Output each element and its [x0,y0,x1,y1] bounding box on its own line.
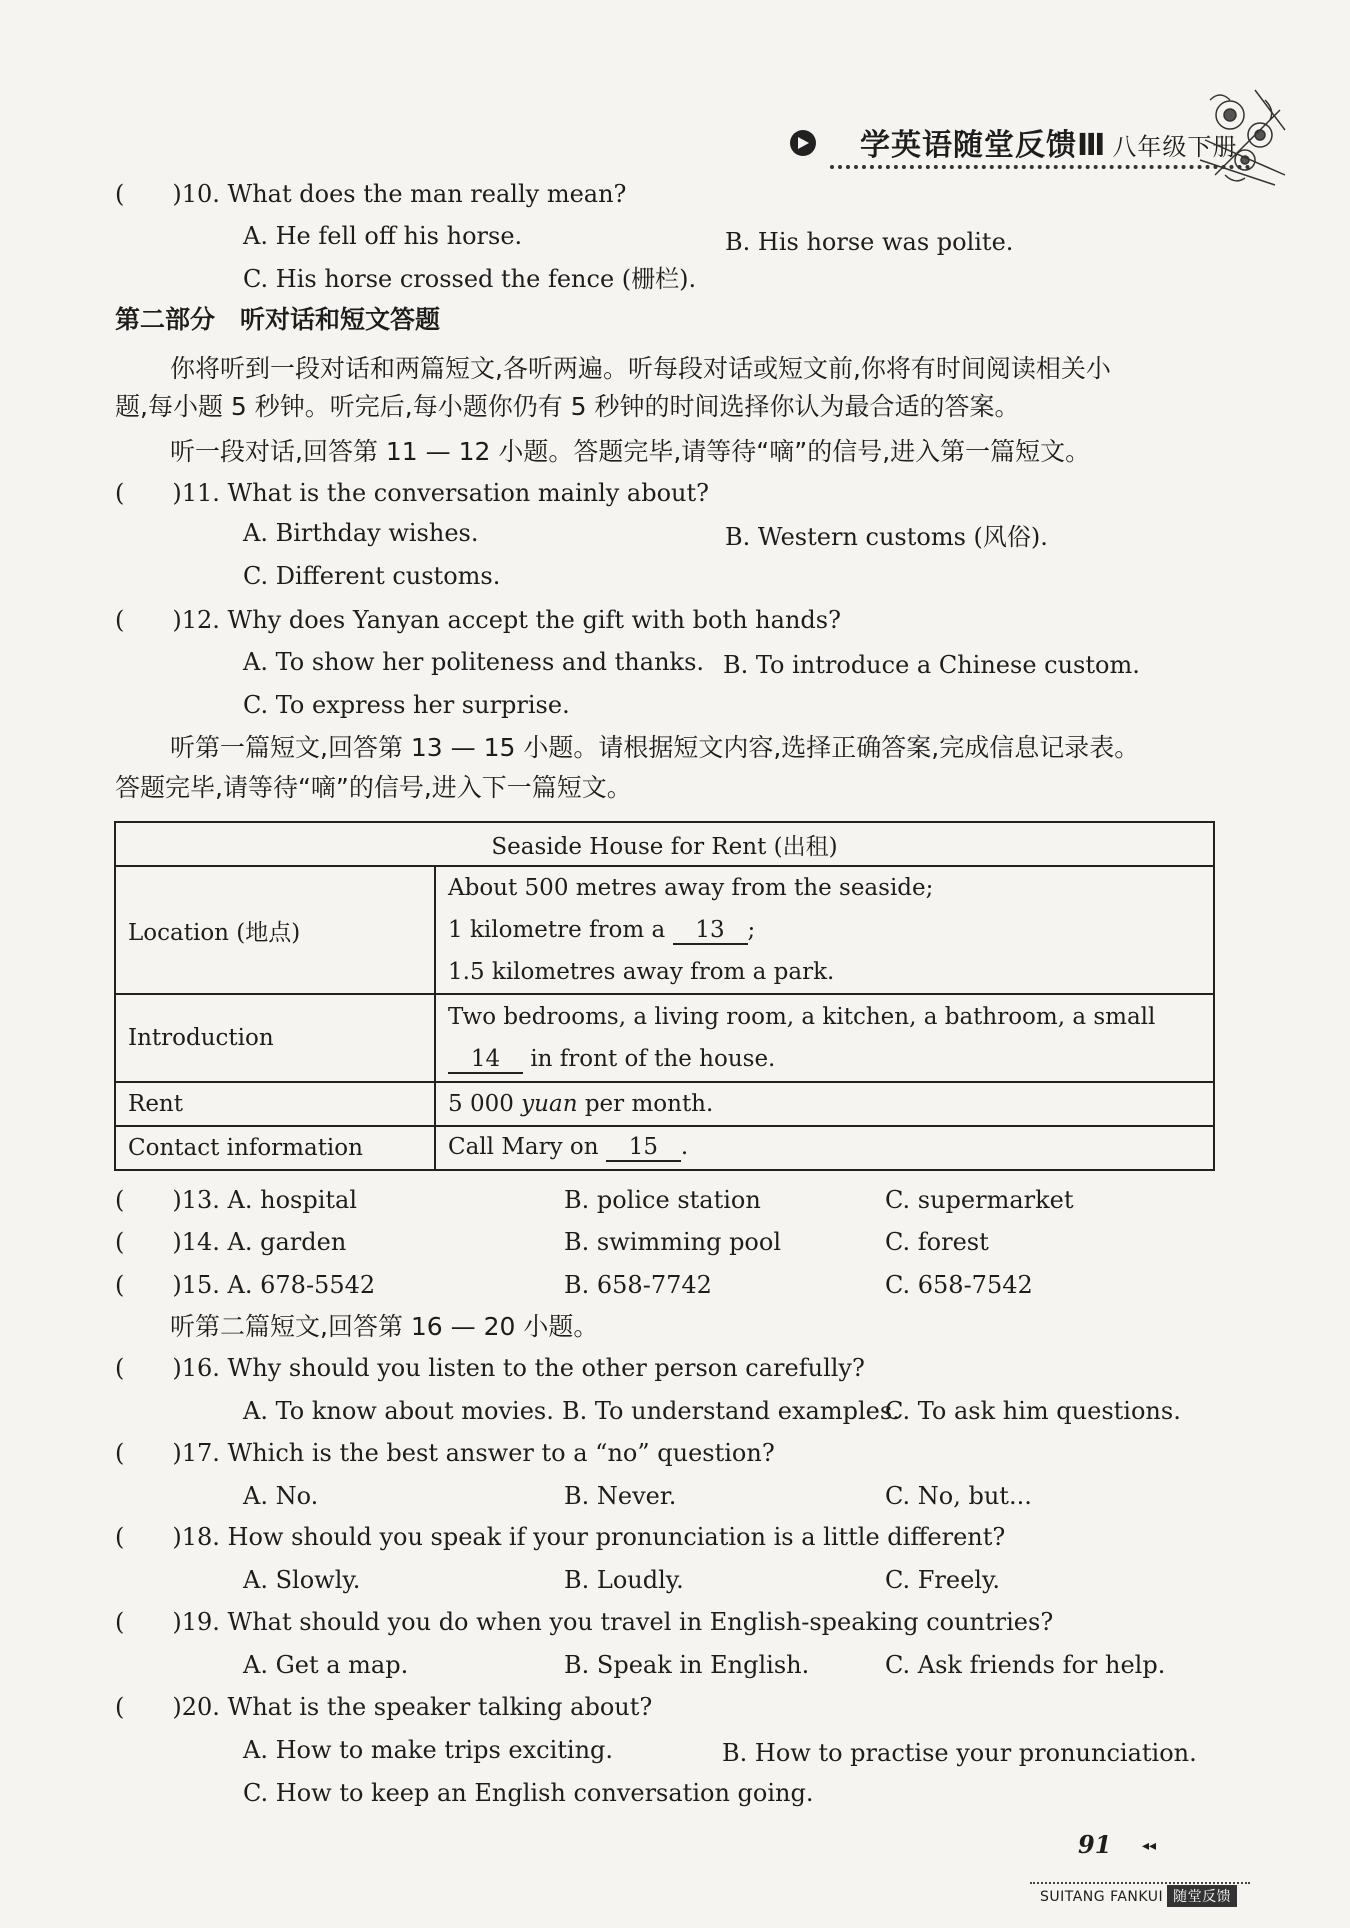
footer-dotted-rule [1030,1882,1250,1884]
q16-option-a: A. To know about movies. [243,1397,554,1425]
question-stem: What is the speaker talking about? [227,1693,653,1721]
question-11 [115,478,709,508]
question-number: ( )15. [115,1271,220,1299]
blank-13[interactable]: 13 [673,917,748,945]
q19-option-b: B. Speak in English. [564,1651,810,1679]
question-stem: Which is the best answer to a “no” question? [227,1439,775,1467]
book-title-grade: 八年级下册 [1112,133,1238,161]
question-stem: What should you do when you travel in English-speaking countries? [227,1608,1054,1636]
contact-value [435,1126,1214,1170]
rent-period: per month. [584,1091,714,1117]
introduction-line-1: Two bedrooms, a living room, a kitchen, a bathroom, a small [448,1004,1156,1030]
introduction-line-2 [448,1038,1201,1080]
question-stem: Why does Yanyan accept the gift with both hands? [227,606,841,634]
question-number: ( )16. [115,1354,220,1382]
q17-option-c: C. No, but... [885,1482,1032,1510]
question-number: ( )18. [115,1523,220,1551]
q11-option-c: C. Different customs. [243,562,501,590]
q15-option-a: A. 678-5542 [227,1271,376,1299]
q14-option-a: A. garden [227,1228,347,1256]
footer-brand [1040,1885,1237,1907]
rent-amount: 5 000 [448,1091,514,1117]
arrows-icon: ◂◂ [1142,1838,1157,1854]
book-title [860,120,1237,164]
q12-option-c: C. To express her surprise. [243,691,570,719]
question-stem: What does the man really mean? [227,180,627,208]
page-header [790,120,1290,190]
location-line-2-end: ; [747,917,756,943]
q10-option-a: A. He fell off his horse. [243,222,523,250]
question-number: ( )13. [115,1186,220,1214]
q13-option-a: A. hospital [227,1186,358,1214]
instructions-line-2: 题,每小题 5 秒钟。听完后,每小题你仍有 5 秒钟的时间选择你认为最合适的答案。 [115,392,1020,421]
question-18 [115,1522,1005,1552]
blank-14[interactable]: 14 [448,1046,523,1074]
question-number: ( )11. [115,479,220,507]
info-record-table [114,821,1215,1171]
footer-brand-tag: 随堂反馈 [1167,1885,1237,1907]
table-row [115,994,1214,1082]
q18-option-b: B. Loudly. [564,1566,684,1594]
passage-1-instructions-2: 答题完毕,请等待“嘀”的信号,进入下一篇短文。 [115,773,632,802]
location-line-2 [448,909,1201,951]
dialog-instructions: 听一段对话,回答第 11 — 12 小题。答题完毕,请等待“嘀”的信号,进入第一篇短文。 [170,437,1091,466]
page-number: 91 [1078,1830,1112,1859]
question-stem: Why should you listen to the other person carefully? [227,1354,865,1382]
question-number: ( )14. [115,1228,220,1256]
question-19 [115,1607,1053,1637]
q13-option-b: B. police station [564,1186,761,1214]
question-number: ( )12. [115,606,220,634]
play-icon [790,130,816,156]
section-heading: 第二部分 听对话和短文答题 [115,305,441,334]
q15-option-c: C. 658-7542 [885,1271,1033,1299]
q10-option-b: B. His horse was polite. [725,228,1014,256]
q14-option-c: C. forest [885,1228,989,1256]
rent-unit: yuan [521,1091,578,1117]
table-row [115,822,1214,866]
q14-option-b: B. swimming pool [564,1228,782,1256]
rent-label: Rent [115,1082,435,1126]
q16-option-c: C. To ask him questions. [885,1397,1181,1425]
instructions-line-1: 你将听到一段对话和两篇短文,各听两遍。听每段对话或短文前,你将有时间阅读相关小 [170,354,1111,383]
question-number: ( )20. [115,1693,220,1721]
location-value [435,866,1214,994]
q20-option-a: A. How to make trips exciting. [243,1736,614,1764]
location-label: Location (地点) [115,866,435,994]
question-stem: What is the conversation mainly about? [227,479,710,507]
table-title: Seaside House for Rent (出租) [115,822,1214,866]
question-number: ( )10. [115,180,220,208]
passage-1-instructions-1: 听第一篇短文,回答第 13 — 15 小题。请根据短文内容,选择正确答案,完成信息记录表。 [170,733,1140,762]
q20-option-c: C. How to keep an English conversation going. [243,1779,814,1807]
introduction-label: Introduction [115,994,435,1082]
q17-option-a: A. No. [243,1482,319,1510]
introduction-line-2-text: in front of the house. [530,1046,776,1072]
q15-option-b: B. 658-7742 [564,1271,712,1299]
table-row [115,1126,1214,1170]
q13-option-c: C. supermarket [885,1186,1074,1214]
blank-15[interactable]: 15 [606,1134,681,1162]
question-10 [115,179,626,209]
location-line-3: 1.5 kilometres away from a park. [448,959,835,985]
passage-2-instructions: 听第二篇短文,回答第 16 — 20 小题。 [170,1312,599,1341]
question-stem: How should you speak if your pronunciation is a little different? [227,1523,1006,1551]
book-title-main: 学英语随堂反馈Ⅲ [860,128,1107,163]
q11-option-b: B. Western customs (风俗). [725,523,1048,551]
rent-value [435,1082,1214,1126]
q10-option-c: C. His horse crossed the fence (栅栏). [243,265,697,293]
question-13 [115,1185,357,1215]
contact-text: Call Mary on [448,1134,599,1160]
location-line-1: About 500 metres away from the seaside; [448,875,934,901]
q18-option-a: A. Slowly. [243,1566,361,1594]
question-12 [115,605,841,635]
q12-option-b: B. To introduce a Chinese custom. [723,651,1140,679]
question-14 [115,1227,346,1257]
question-20 [115,1692,652,1722]
q18-option-c: C. Freely. [885,1566,1000,1594]
q12-option-a: A. To show her politeness and thanks. [243,648,705,676]
q20-option-b: B. How to practise your pronunciation. [722,1739,1197,1767]
question-number: ( )17. [115,1439,220,1467]
q17-option-b: B. Never. [564,1482,677,1510]
location-line-2-text: 1 kilometre from a [448,917,666,943]
introduction-value [435,994,1214,1082]
q11-option-a: A. Birthday wishes. [243,519,479,547]
contact-end: . [680,1134,689,1160]
q19-option-a: A. Get a map. [243,1651,409,1679]
contact-label: Contact information [115,1126,435,1170]
flower-decoration-icon [1185,80,1295,190]
footer-brand-text: SUITANG FANKUI [1040,1889,1164,1905]
question-17 [115,1438,775,1468]
q16-option-b: B. To understand examples. [562,1397,900,1425]
table-row [115,866,1214,994]
question-number: ( )19. [115,1608,220,1636]
q19-option-c: C. Ask friends for help. [885,1651,1166,1679]
question-16 [115,1353,865,1383]
table-row [115,1082,1214,1126]
question-15 [115,1270,375,1300]
